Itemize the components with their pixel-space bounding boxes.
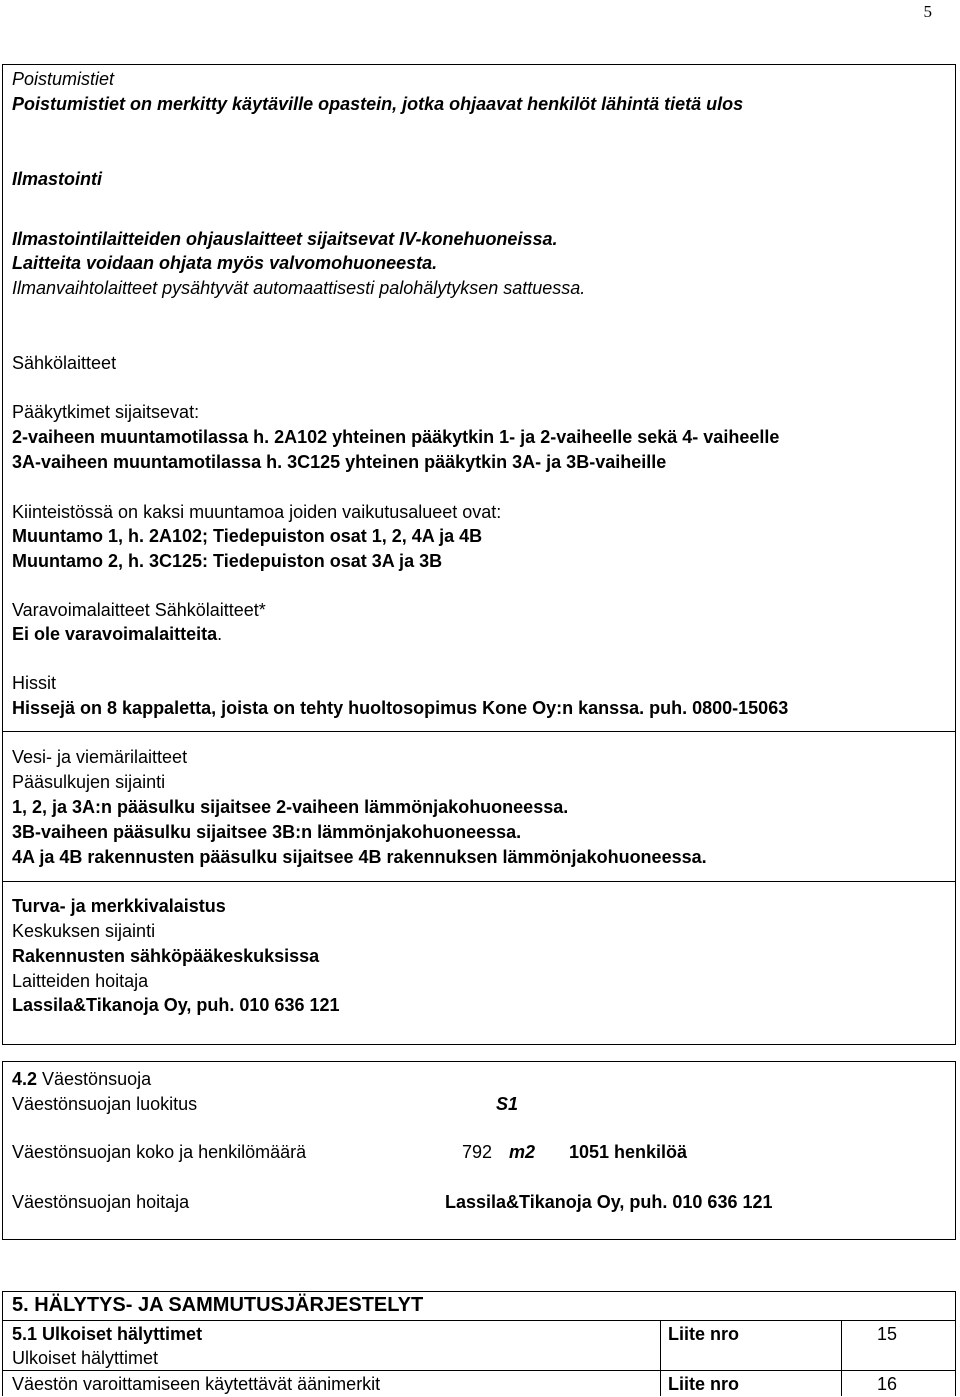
alarm-row-3-number: 16 bbox=[877, 1374, 898, 1394]
paakytkimet-line-2: 3A-vaiheen muuntamotilassa h. 3C125 yhteinen pääkytkin 3A- ja 3B-vaiheille bbox=[12, 452, 667, 472]
poistumistiet-text: Poistumistiet on merkitty käytäville opastein, jotka ohjaavat henkilöt lähintä tietä ulos bbox=[12, 94, 744, 114]
paakytkimet-heading: Pääkytkimet sijaitsevat: bbox=[12, 402, 200, 422]
muuntamo-1: Muuntamo 1, h. 2A102; Tiedepuiston osat 1, 2, 4A ja 4B bbox=[12, 526, 483, 546]
alarm-row-3-label: Väestön varoittamiseen käytettävät äänimerkit bbox=[12, 1374, 381, 1394]
paakytkimet-line-1: 2-vaiheen muuntamotilassa h. 2A102 yhteinen pääkytkin 1- ja 2-vaiheelle sekä 4- vaiheelle bbox=[12, 427, 780, 447]
paasulku-line-2: 3B-vaiheen pääsulku sijaitsee 3B:n lämmönjakohuoneessa. bbox=[12, 822, 522, 842]
varavoima-heading: Varavoimalaitteet Sähkölaitteet* bbox=[12, 600, 266, 620]
shelter-box bbox=[2, 1061, 956, 1240]
section-divider bbox=[3, 881, 955, 882]
shelter-hoitaja-value: Lassila&Tikanoja Oy, puh. 010 636 121 bbox=[445, 1192, 773, 1212]
shelter-heading-title: Väestönsuoja bbox=[37, 1069, 152, 1089]
muuntamo-intro: Kiinteistössä on kaksi muuntamoa joiden vaikutusalueet ovat: bbox=[12, 502, 502, 522]
shelter-hoitaja-label: Väestönsuojan hoitaja bbox=[12, 1192, 190, 1212]
keskus-heading: Keskuksen sijainti bbox=[12, 921, 156, 941]
table-column-divider bbox=[660, 1321, 661, 1396]
poistumistiet-heading: Poistumistiet bbox=[12, 69, 115, 89]
muuntamo-2: Muuntamo 2, h. 3C125: Tiedepuiston osat 3A ja 3B bbox=[12, 551, 443, 571]
section-divider bbox=[3, 731, 955, 732]
koko-unit: m2 bbox=[509, 1142, 536, 1162]
alarm-table bbox=[2, 1291, 956, 1396]
paasulku-heading: Pääsulkujen sijainti bbox=[12, 772, 166, 792]
koko-number: 792 bbox=[462, 1142, 493, 1162]
alarm-row-1-label: 5.1 Ulkoiset hälyttimet bbox=[12, 1324, 203, 1344]
ilmastointi-line-2: Laitteita voidaan ohjata myös valvomohuoneesta. bbox=[12, 253, 438, 273]
ilmastointi-line-3: Ilmanvaihtolaitteet pysähtyvät automaattisesti palohälytyksen sattuessa. bbox=[12, 278, 586, 298]
alarm-row-1-liite: Liite nro bbox=[668, 1324, 739, 1344]
table-row-divider bbox=[3, 1370, 955, 1371]
paasulku-line-3: 4A ja 4B rakennusten pääsulku sijaitsee 4B rakennuksen lämmönjakohuoneessa. bbox=[12, 847, 707, 867]
hoitaja-heading: Laitteiden hoitaja bbox=[12, 971, 149, 991]
alarm-row-3-liite: Liite nro bbox=[668, 1374, 739, 1394]
vesi-heading: Vesi- ja viemärilaitteet bbox=[12, 747, 188, 767]
table-row-divider bbox=[3, 1320, 955, 1321]
hoitaja-text: Lassila&Tikanoja Oy, puh. 010 636 121 bbox=[12, 995, 340, 1015]
shelter-heading bbox=[12, 1067, 151, 1092]
hissit-text: Hissejä on 8 kappaletta, joista on tehty huoltosopimus Kone Oy:n kanssa. puh. 0800-15063 bbox=[12, 698, 789, 718]
turva-heading: Turva- ja merkkivalaistus bbox=[12, 896, 226, 916]
keskus-text: Rakennusten sähköpääkeskuksissa bbox=[12, 946, 320, 966]
alarm-row-2-label: Ulkoiset hälyttimet bbox=[12, 1348, 159, 1368]
table-column-divider bbox=[841, 1321, 842, 1396]
hissit-heading: Hissit bbox=[12, 673, 56, 693]
paasulku-line-1: 1, 2, ja 3A:n pääsulku sijaitsee 2-vaiheen lämmönjakohuoneessa. bbox=[12, 797, 569, 817]
varavoima-text-bold: Ei ole varavoimalaitteita bbox=[12, 624, 218, 644]
shelter-heading-number: 4.2 bbox=[12, 1069, 38, 1089]
page-number: 5 bbox=[923, 2, 932, 21]
varavoima-text bbox=[12, 622, 222, 647]
ilmastointi-heading: Ilmastointi bbox=[12, 169, 103, 189]
equipment-box bbox=[2, 64, 956, 1045]
alarm-row-1-number: 15 bbox=[877, 1324, 898, 1344]
ilmastointi-line-1: Ilmastointilaitteiden ohjauslaitteet sijaitsevat IV-konehuoneissa. bbox=[12, 229, 558, 249]
luokitus-value: S1 bbox=[496, 1094, 519, 1114]
varavoima-dot: . bbox=[217, 624, 223, 644]
koko-persons: 1051 henkilöä bbox=[569, 1142, 688, 1162]
luokitus-label: Väestönsuojan luokitus bbox=[12, 1094, 198, 1114]
sahko-heading: Sähkölaitteet bbox=[12, 353, 117, 373]
alarm-table-heading: 5. HÄLYTYS- JA SAMMUTUSJÄRJESTELYT bbox=[12, 1294, 424, 1316]
koko-label: Väestönsuojan koko ja henkilömäärä bbox=[12, 1142, 307, 1162]
